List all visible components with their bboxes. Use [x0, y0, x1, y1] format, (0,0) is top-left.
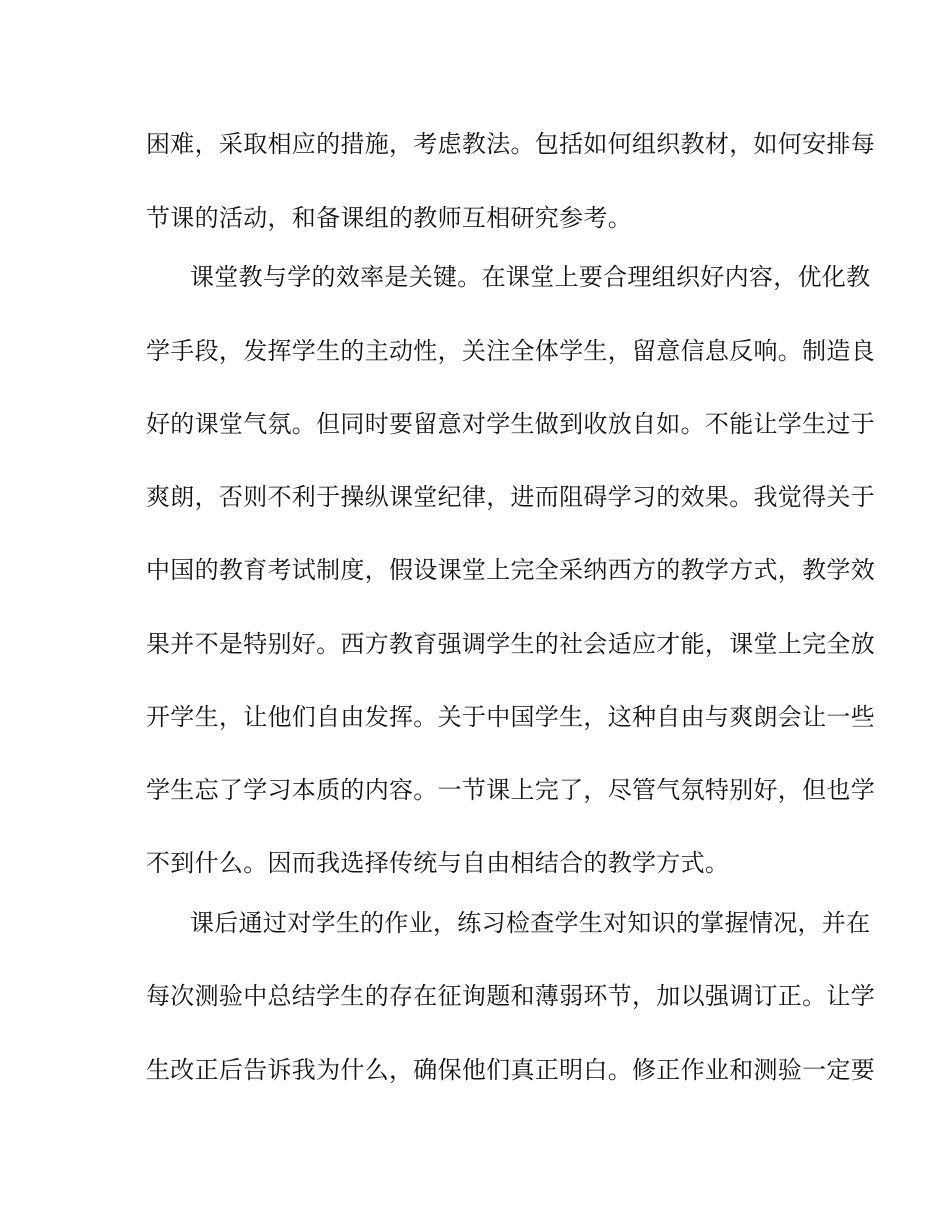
text-line: 好的课堂气氛。但同时要留意对学生做到收放自如。不能让学生过于 — [146, 410, 875, 438]
text-line: 学手段，发挥学生的主动性，关注全体学生，留意信息反响。制造良 — [146, 337, 875, 365]
paragraph-first-line: 课后通过对学生的作业，练习检查学生对知识的掌握情况，并在 — [190, 909, 871, 937]
text-line: 不到什么。因而我选择传统与自由相结合的教学方式。 — [146, 849, 730, 877]
text-line: 困难，采取相应的措施，考虑教法。包括如何组织教材，如何安排每 — [146, 130, 875, 158]
text-line: 生改正后告诉我为什么，确保他们真正明白。修正作业和测验一定要 — [146, 1056, 875, 1084]
text-line: 节课的活动，和备课组的教师互相研究参考。 — [146, 204, 632, 232]
text-line: 爽朗，否则不利于操纵课堂纪律，进而阻碍学习的效果。我觉得关于 — [146, 483, 875, 511]
text-line: 每次测验中总结学生的存在征询题和薄弱环节，加以强调订正。让学 — [146, 982, 875, 1010]
text-line: 学生忘了学习本质的内容。一节课上完了，尽管气氛特别好，但也学 — [146, 776, 875, 804]
text-line: 中国的教育考试制度，假设课堂上完全采纳西方的教学方式，教学效 — [146, 556, 875, 584]
text-line: 开学生，让他们自由发挥。关于中国学生，这种自由与爽朗会让一些 — [146, 703, 875, 731]
text-line: 果并不是特别好。西方教育强调学生的社会适应才能，课堂上完全放 — [146, 630, 875, 658]
paragraph-first-line: 课堂教与学的效率是关键。在课堂上要合理组织好内容，优化教 — [190, 263, 871, 291]
